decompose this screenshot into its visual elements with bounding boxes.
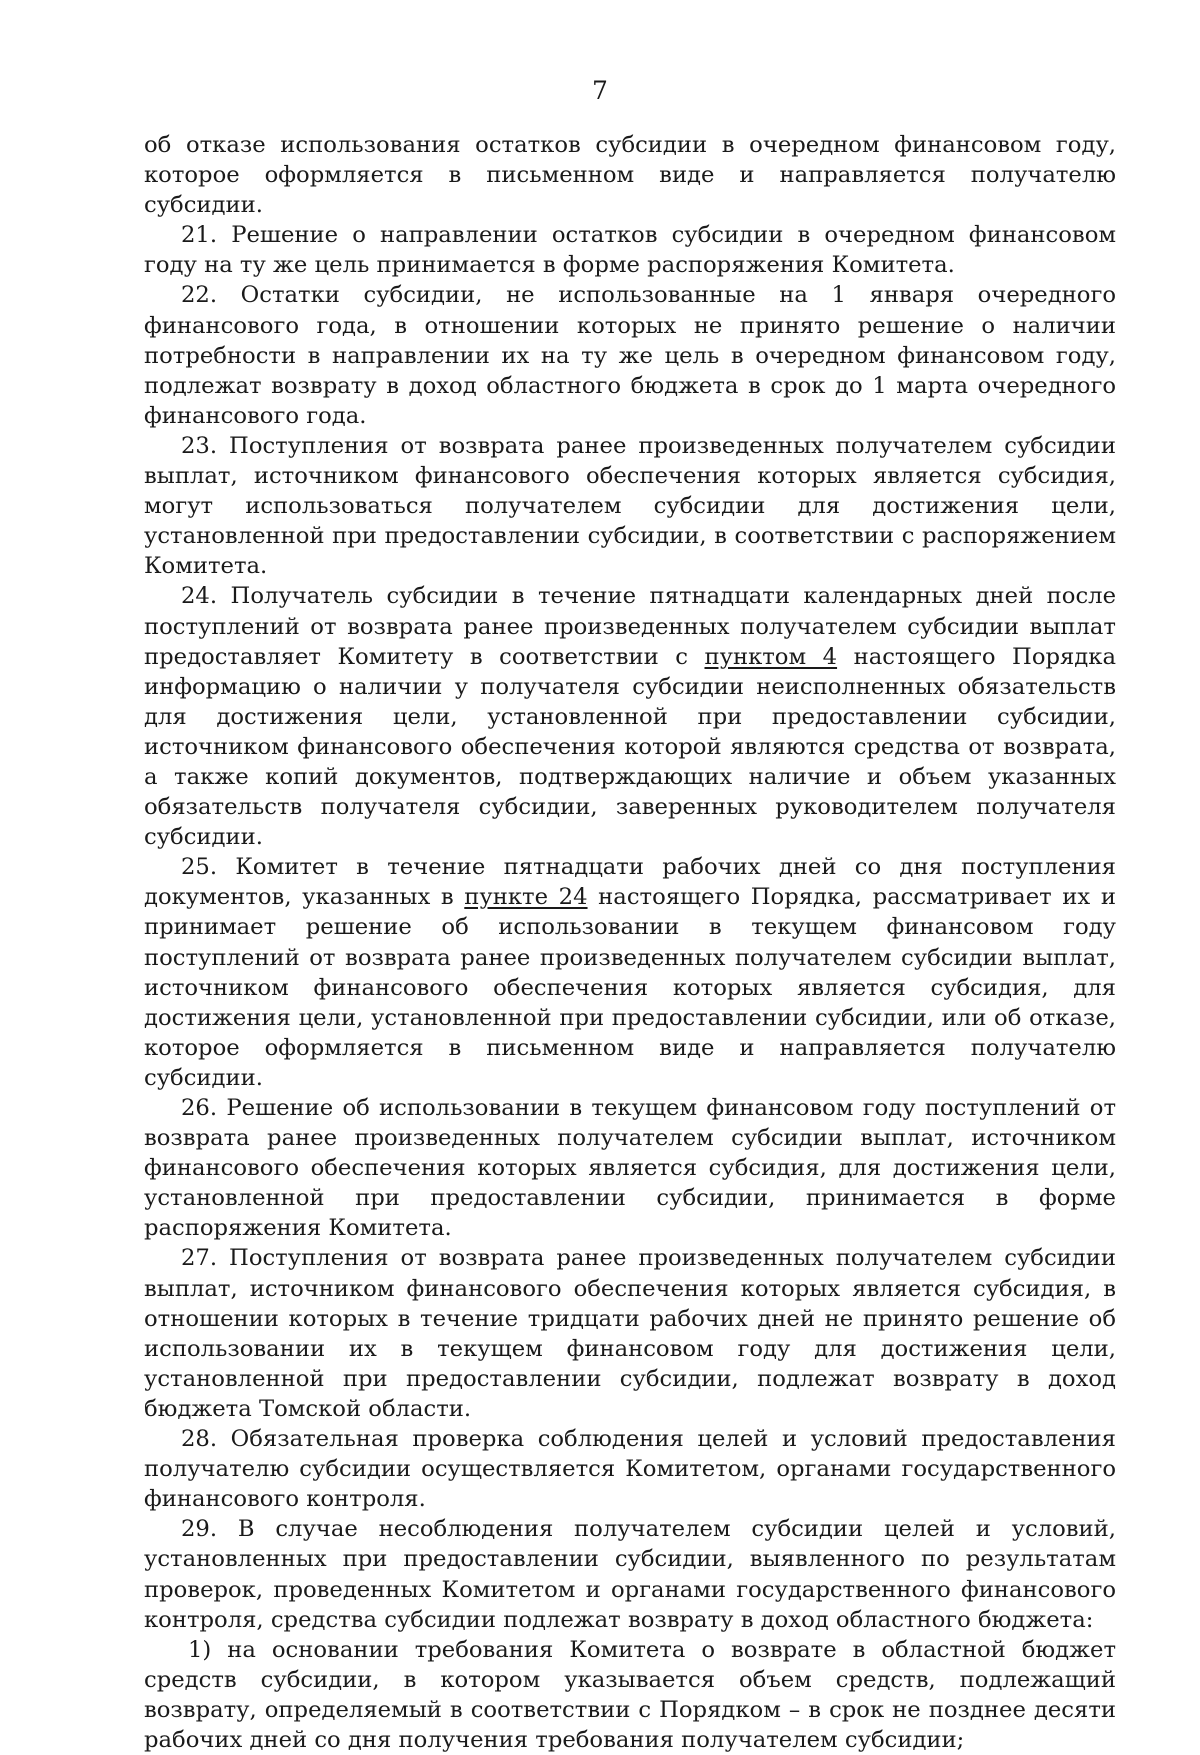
paragraph-25-text-after: настоящего Порядка, рассматривает их и принимает решение об использовании в текущем финансовом году поступлений от возврата ранее произведенных получателем субсидии выплат, источником финансового обеспечения которых является субсидия, для достижения цели, установленной при предоставлении субсидии, или об отказе, которое оформляется в письменном виде и направляется получателю субсидии. xyxy=(144,884,1116,1091)
paragraph-27: 27. Поступления от возврата ранее произведенных получателем субсидии выплат, источником финансового обеспечения которых является субсидия, в отношении которых в течение тридцати рабочих дней не принято решение об использовании их в текущем финансовом году для достижения цели, установленной при предоставлении субсидии, подлежат возврату в доход бюджета Томской области. xyxy=(144,1245,1116,1422)
paragraph-28: 28. Обязательная проверка соблюдения целей и условий предоставления получателю субсидии осуществляется Комитетом, органами государственного финансового контроля. xyxy=(144,1426,1116,1513)
paragraph-21: 21. Решение о направлении остатков субсидии в очередном финансовом году на ту же цель принимается в форме распоряжения Комитета. xyxy=(144,222,1116,279)
paragraph-23: 23. Поступления от возврата ранее произведенных получателем субсидии выплат, источником финансового обеспечения которых является субсидия, могут использоваться получателем субсидии для достижения цели, установленной при предоставлении субсидии, в соответствии с распоряжением Комитета. xyxy=(144,432,1116,580)
page-number: 7 xyxy=(592,76,608,105)
paragraph-24-text-after: настоящего Порядка информацию о наличии у получателя субсидии неисполненных обязательств для достижения цели, установленной при предоставлении субсидии, источником финансового обеспечения которой являются средства от возврата, а также копий документов, подтверждающих наличие и объем указанных обязательств получателя субсидии, заверенных руководителем получателя субсидии. xyxy=(144,643,1116,851)
link-punkt-4[interactable]: пунктом 4 xyxy=(704,643,838,670)
paragraph-29: 29. В случае несоблюдения получателем субсидии целей и условий, установленных при предоставлении субсидии, выявленного по результатам проверок, проведенных Комитетом и органами государственного финансового контроля, средства субсидии подлежат возврату в доход областного бюджета: xyxy=(144,1516,1116,1633)
paragraph-26: 26. Решение об использовании в текущем финансовом году поступлений от возврата ранее произведенных получателем субсидии выплат, источником финансового обеспечения которых является субсидия, для достижения цели, установленной при предоставлении субсидии, принимается в форме распоряжения Комитета. xyxy=(144,1095,1116,1242)
paragraph-25 xyxy=(144,852,1116,1093)
document-body xyxy=(144,130,1116,1755)
paragraph-29-item-1: 1) на основании требования Комитета о возврате в областной бюджет средств субсидии, в котором указывается объем средств, подлежащий возврату, определяемый в соответствии с Порядком – в срок не позднее десяти рабочих дней со дня получения требования получателем субсидии; xyxy=(144,1636,1116,1753)
paragraph-continuation: об отказе использования остатков субсидии в очередном финансовом году, которое оформляется в письменном виде и направляется получателю субсидии. xyxy=(144,132,1116,219)
paragraph-24-text-before: 24. Получатель субсидии в течение пятнадцати календарных дней после поступлений от возврата ранее произведенных получателем субсидии выплат предоставляет Комитету в соответствии с xyxy=(144,583,1116,670)
paragraph-22: 22. Остатки субсидии, не использованные на 1 января очередного финансового года, в отношении которых не принято решение о наличии потребности в направлении их на ту же цель в очередном финансовом году, подлежат возврату в доход областного бюджета в срок до 1 марта очередного финансового года. xyxy=(144,282,1116,429)
paragraph-25-text-before: 25. Комитет в течение пятнадцати рабочих дней со дня поступления документов, указанных в xyxy=(144,854,1116,911)
paragraph-24 xyxy=(144,581,1116,852)
link-punkt-24[interactable]: пункте 24 xyxy=(464,884,588,911)
